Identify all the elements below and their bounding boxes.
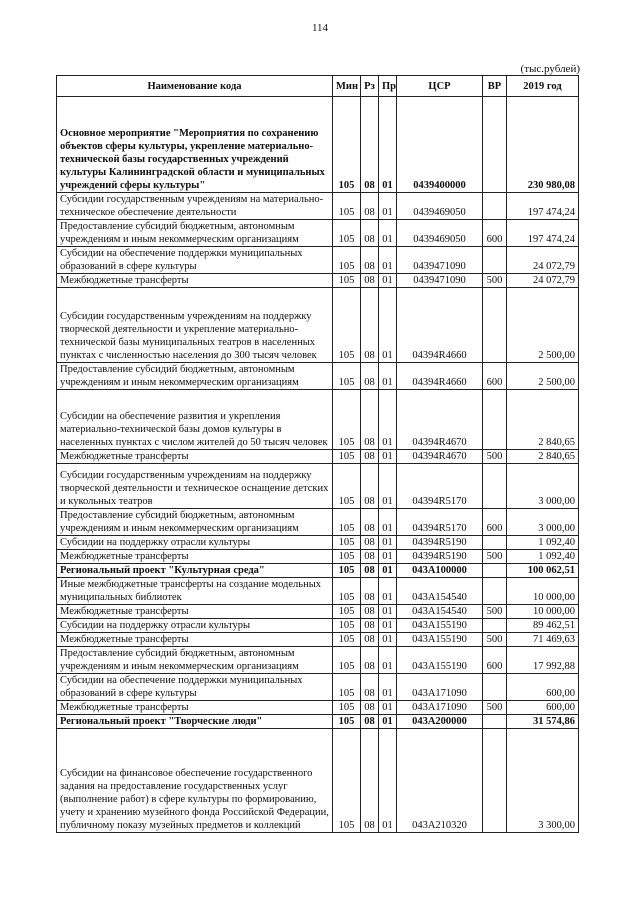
row-csr: 043A155190 [397, 633, 483, 647]
table-row [57, 674, 579, 701]
row-pr: 01 [379, 564, 397, 578]
row-min: 105 [333, 578, 361, 605]
row-vr [483, 536, 507, 550]
row-rz: 08 [361, 578, 379, 605]
row-vr: 500 [483, 633, 507, 647]
row-vr: 600 [483, 220, 507, 247]
row-csr: 04394R5170 [397, 509, 483, 536]
row-csr: 043A200000 [397, 715, 483, 729]
row-pr: 01 [379, 288, 397, 363]
row-amount: 1 092,40 [507, 550, 579, 564]
row-name: Межбюджетные трансферты [57, 633, 333, 647]
row-vr: 500 [483, 450, 507, 464]
row-csr: 0439469050 [397, 220, 483, 247]
row-amount: 3 300,00 [507, 729, 579, 833]
row-name: Предоставление субсидий бюджетным, автономным учреждениям и иным некоммерческим организациям [57, 509, 333, 536]
row-min: 105 [333, 550, 361, 564]
table-row [57, 578, 579, 605]
row-name: Субсидии на финансовое обеспечение государственного задания на предоставление государственных услуг (выполнение работ) в сфере культуры по формированию, учету и хранению музейного фонда Российской Федерации, публичному показу музейных предметов и коллекций [57, 729, 333, 833]
row-name: Предоставление субсидий бюджетным, автономным учреждениям и иным некоммерческим организациям [57, 647, 333, 674]
row-amount: 17 992,88 [507, 647, 579, 674]
row-min: 105 [333, 288, 361, 363]
table-row [57, 550, 579, 564]
table-row [57, 97, 579, 193]
row-vr [483, 247, 507, 274]
row-amount: 600,00 [507, 701, 579, 715]
table-row [57, 715, 579, 729]
row-rz: 08 [361, 550, 379, 564]
row-amount: 3 000,00 [507, 509, 579, 536]
row-min: 105 [333, 605, 361, 619]
row-csr: 0439469050 [397, 193, 483, 220]
row-name: Региональный проект "Творческие люди" [57, 715, 333, 729]
row-vr: 500 [483, 605, 507, 619]
row-name: Субсидии на поддержку отрасли культуры [57, 536, 333, 550]
row-amount: 2 840,65 [507, 390, 579, 450]
table-row [57, 605, 579, 619]
row-amount: 197 474,24 [507, 193, 579, 220]
row-rz: 08 [361, 619, 379, 633]
row-rz: 08 [361, 288, 379, 363]
row-pr: 01 [379, 247, 397, 274]
row-name: Межбюджетные трансферты [57, 605, 333, 619]
row-min: 105 [333, 674, 361, 701]
table-row [57, 564, 579, 578]
row-vr: 500 [483, 701, 507, 715]
row-csr: 043A154540 [397, 605, 483, 619]
row-name: Субсидии государственным учреждениям на материально-техническое обеспечение деятельности [57, 193, 333, 220]
row-vr [483, 390, 507, 450]
row-min: 105 [333, 536, 361, 550]
row-csr: 0439471090 [397, 247, 483, 274]
row-amount: 3 000,00 [507, 464, 579, 509]
table-row [57, 701, 579, 715]
row-amount: 2 840,65 [507, 450, 579, 464]
row-rz: 08 [361, 464, 379, 509]
row-csr: 043A100000 [397, 564, 483, 578]
row-rz: 08 [361, 390, 379, 450]
table-row [57, 509, 579, 536]
row-min: 105 [333, 647, 361, 674]
row-name: Межбюджетные трансферты [57, 550, 333, 564]
table-row [57, 363, 579, 390]
row-name: Предоставление субсидий бюджетным, автономным учреждениям и иным некоммерческим организациям [57, 220, 333, 247]
row-amount: 71 469,63 [507, 633, 579, 647]
row-amount: 24 072,79 [507, 274, 579, 288]
row-rz: 08 [361, 564, 379, 578]
row-rz: 08 [361, 274, 379, 288]
row-vr [483, 464, 507, 509]
row-rz: 08 [361, 363, 379, 390]
header-rz: Рз [361, 76, 379, 97]
row-rz: 08 [361, 715, 379, 729]
row-pr: 01 [379, 715, 397, 729]
row-name: Субсидии на поддержку отрасли культуры [57, 619, 333, 633]
row-min: 105 [333, 619, 361, 633]
row-min: 105 [333, 97, 361, 193]
table-row [57, 729, 579, 833]
row-rz: 08 [361, 729, 379, 833]
row-amount: 24 072,79 [507, 247, 579, 274]
header-row [57, 76, 579, 97]
row-csr: 043A155190 [397, 647, 483, 674]
row-vr: 600 [483, 363, 507, 390]
table-row [57, 220, 579, 247]
budget-table [56, 75, 579, 833]
row-csr: 04394R4660 [397, 288, 483, 363]
row-name: Субсидии на обеспечение поддержки муниципальных образований в сфере культуры [57, 247, 333, 274]
header-csr: ЦСР [397, 76, 483, 97]
row-amount: 2 500,00 [507, 288, 579, 363]
row-csr: 04394R4670 [397, 390, 483, 450]
row-vr [483, 564, 507, 578]
row-name: Региональный проект "Культурная среда" [57, 564, 333, 578]
row-pr: 01 [379, 390, 397, 450]
row-min: 105 [333, 450, 361, 464]
row-min: 105 [333, 564, 361, 578]
row-csr: 043A155190 [397, 619, 483, 633]
row-csr: 043A171090 [397, 701, 483, 715]
row-csr: 043A171090 [397, 674, 483, 701]
row-pr: 01 [379, 674, 397, 701]
row-csr: 04394R5190 [397, 536, 483, 550]
row-pr: 01 [379, 633, 397, 647]
row-name: Межбюджетные трансферты [57, 274, 333, 288]
row-min: 105 [333, 701, 361, 715]
table-row [57, 536, 579, 550]
row-amount: 10 000,00 [507, 605, 579, 619]
row-name: Предоставление субсидий бюджетным, автономным учреждениям и иным некоммерческим организациям [57, 363, 333, 390]
header-pr: Пр [379, 76, 397, 97]
row-amount: 197 474,24 [507, 220, 579, 247]
row-vr: 500 [483, 274, 507, 288]
row-pr: 01 [379, 701, 397, 715]
table-row [57, 619, 579, 633]
row-csr: 04394R4660 [397, 363, 483, 390]
row-min: 105 [333, 363, 361, 390]
row-amount: 2 500,00 [507, 363, 579, 390]
row-name: Основное мероприятие "Мероприятия по сохранению объектов сферы культуры, укрепление материально-технической базы государственных учреждений культуры Калининградской области и муниципальных учреждений сферы культуры" [57, 97, 333, 193]
table-row [57, 450, 579, 464]
row-pr: 01 [379, 647, 397, 674]
row-rz: 08 [361, 647, 379, 674]
row-rz: 08 [361, 605, 379, 619]
row-min: 105 [333, 220, 361, 247]
row-pr: 01 [379, 578, 397, 605]
row-vr: 500 [483, 550, 507, 564]
row-pr: 01 [379, 220, 397, 247]
row-min: 105 [333, 509, 361, 536]
row-pr: 01 [379, 363, 397, 390]
row-csr: 04394R5170 [397, 464, 483, 509]
row-vr [483, 715, 507, 729]
row-name: Субсидии государственным учреждениям на поддержку творческой деятельности и укрепление материально-технической базы муниципальных театров в населенных пунктах с численностью населения до 300 тысяч человек [57, 288, 333, 363]
row-csr: 04394R5190 [397, 550, 483, 564]
table-row [57, 247, 579, 274]
row-name: Субсидии государственным учреждениям на поддержку творческой деятельности и техническое оснащение детских и кукольных театров [57, 464, 333, 509]
row-min: 105 [333, 193, 361, 220]
row-vr [483, 97, 507, 193]
row-pr: 01 [379, 274, 397, 288]
row-amount: 1 092,40 [507, 536, 579, 550]
row-rz: 08 [361, 193, 379, 220]
row-pr: 01 [379, 450, 397, 464]
header-vr: ВР [483, 76, 507, 97]
row-name: Межбюджетные трансферты [57, 701, 333, 715]
row-rz: 08 [361, 97, 379, 193]
row-vr [483, 729, 507, 833]
row-rz: 08 [361, 220, 379, 247]
row-pr: 01 [379, 605, 397, 619]
row-name: Межбюджетные трансферты [57, 450, 333, 464]
table-row [57, 647, 579, 674]
table-row [57, 390, 579, 450]
row-amount: 31 574,86 [507, 715, 579, 729]
row-min: 105 [333, 715, 361, 729]
row-vr: 600 [483, 509, 507, 536]
row-name: Субсидии на обеспечение развития и укрепления материально-технической базы домов культуры в населенных пунктах с числом жителей до 50 тысяч человек [57, 390, 333, 450]
row-min: 105 [333, 633, 361, 647]
row-min: 105 [333, 464, 361, 509]
header-year: 2019 год [507, 76, 579, 97]
row-amount: 89 462,51 [507, 619, 579, 633]
table-row [57, 193, 579, 220]
row-csr: 043A210320 [397, 729, 483, 833]
row-pr: 01 [379, 464, 397, 509]
header-min: Мин [333, 76, 361, 97]
row-pr: 01 [379, 536, 397, 550]
table-row [57, 633, 579, 647]
table-row [57, 274, 579, 288]
row-csr: 0439400000 [397, 97, 483, 193]
row-min: 105 [333, 390, 361, 450]
page-number: 114 [311, 22, 329, 34]
row-csr: 04394R4670 [397, 450, 483, 464]
row-pr: 01 [379, 193, 397, 220]
row-pr: 01 [379, 729, 397, 833]
row-min: 105 [333, 247, 361, 274]
row-pr: 01 [379, 97, 397, 193]
row-vr [483, 288, 507, 363]
row-vr: 600 [483, 647, 507, 674]
row-min: 105 [333, 274, 361, 288]
header-name: Наименование кода [57, 76, 333, 97]
row-csr: 043A154540 [397, 578, 483, 605]
row-vr [483, 578, 507, 605]
row-vr [483, 674, 507, 701]
row-rz: 08 [361, 633, 379, 647]
row-pr: 01 [379, 509, 397, 536]
row-rz: 08 [361, 674, 379, 701]
row-rz: 08 [361, 536, 379, 550]
row-csr: 0439471090 [397, 274, 483, 288]
row-rz: 08 [361, 701, 379, 715]
units-note: (тыс.рублей) [520, 63, 580, 75]
row-vr [483, 193, 507, 220]
row-amount: 600,00 [507, 674, 579, 701]
table-row [57, 464, 579, 509]
row-pr: 01 [379, 619, 397, 633]
row-pr: 01 [379, 550, 397, 564]
table-row [57, 288, 579, 363]
row-rz: 08 [361, 509, 379, 536]
row-rz: 08 [361, 450, 379, 464]
row-amount: 230 980,08 [507, 97, 579, 193]
row-vr [483, 619, 507, 633]
row-min: 105 [333, 729, 361, 833]
row-name: Иные межбюджетные трансферты на создание модельных муниципальных библиотек [57, 578, 333, 605]
row-rz: 08 [361, 247, 379, 274]
row-name: Субсидии на обеспечение поддержки муниципальных образований в сфере культуры [57, 674, 333, 701]
row-amount: 100 062,51 [507, 564, 579, 578]
row-amount: 10 000,00 [507, 578, 579, 605]
